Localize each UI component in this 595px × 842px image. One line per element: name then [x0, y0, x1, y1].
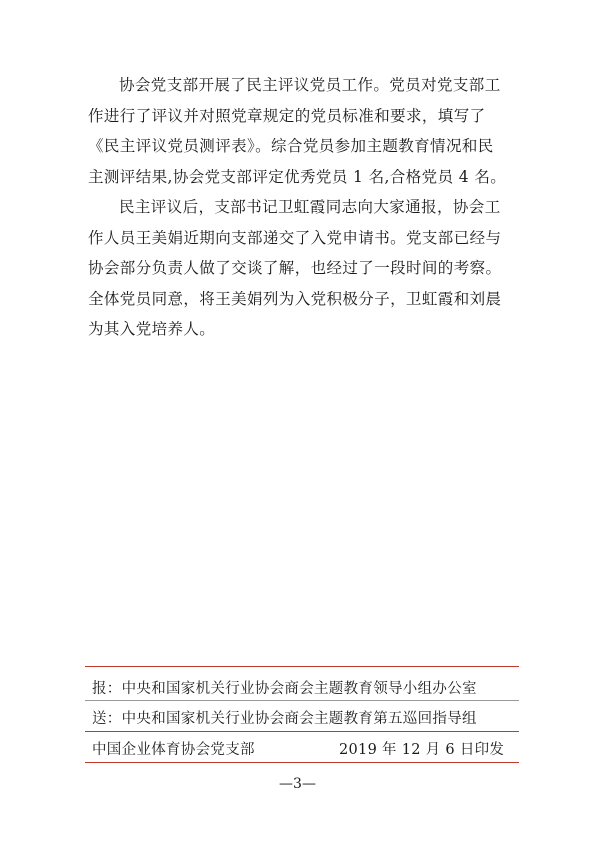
text-line: 为其入党培养人。 [88, 320, 216, 338]
body-text [88, 70, 508, 345]
paragraph-applicant [88, 192, 508, 345]
issue-date: 2019 年 12 月 6 日印发 [339, 742, 505, 758]
text-line: 《民主评议党员测评表》。综合党员参加主题教育情况和民 [88, 137, 494, 155]
page-number: —3— [279, 776, 316, 792]
issuer-row [92, 738, 505, 759]
footer-divider [85, 700, 519, 701]
text-line: 主测评结果,协会党支部评定优秀党员 1 名,合格党员 4 名。 [88, 167, 507, 186]
issuer-name: 中国企业体育协会党支部 [92, 742, 255, 758]
text-line: 全体党员同意，将王美娟列为入党积极分子，卫虹霞和刘晨 [88, 289, 502, 308]
text-line: 作进行了评议并对照党章规定的党员标准和要求，填写了 [88, 106, 486, 125]
footer-bottom-rule [85, 762, 519, 763]
text-line: 协会党支部开展了民主评议党员工作。党员对党支部工 [119, 76, 501, 94]
footer-top-rule [85, 666, 519, 667]
report-to-line: 报：中央和国家机关行业协会商会主题教育领导小组办公室 [92, 681, 477, 697]
paragraph-evaluation [88, 70, 508, 192]
text-line: 作人员王美娟近期向支部递交了入党申请书。党支部已经与 [88, 228, 502, 247]
send-to-line: 送：中央和国家机关行业协会商会主题教育第五巡回指导组 [92, 711, 477, 727]
text-line: 协会部分负责人做了交谈了解，也经过了一段时间的考察。 [88, 259, 502, 277]
text-line: 民主评议后，支部书记卫虹霞同志向大家通报，协会工 [119, 198, 501, 216]
footer-middle-rule [85, 731, 519, 732]
